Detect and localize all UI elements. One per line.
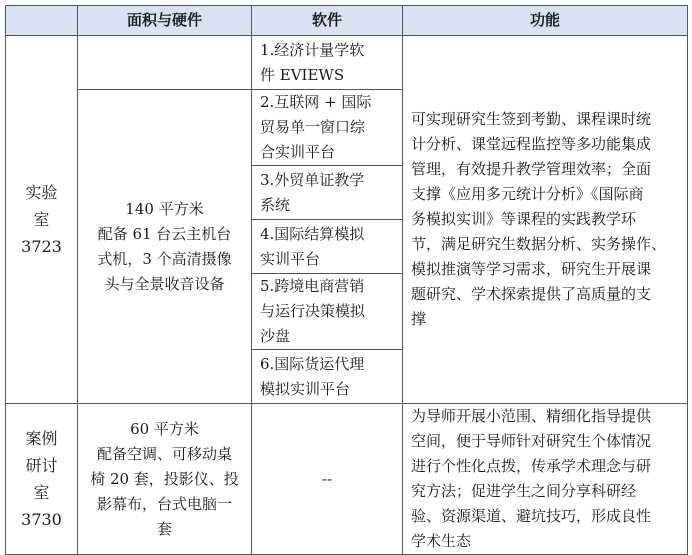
header-row	[6, 6, 688, 36]
room1-software-2: 2.互联网 + 国际 贸易单一窗口综 合实训平台	[252, 90, 403, 166]
room1-software-1: 1.经济计量学软 件 EVIEWS	[252, 36, 403, 90]
header-blank	[6, 6, 78, 36]
room2-label: 案例 研讨 室 3730	[6, 404, 78, 555]
room2-function: 为导师开展小范围、精细化指导提供 空间，便于导师针对研究生个体情况 进行个性化点拨，传承学术理念与研 究方法；促进学生之间分享科研经 验、资源渠道、避坑技巧，形成良性 学术生态	[403, 404, 688, 555]
header-function: 功能	[403, 6, 688, 36]
room2-area: 60 平方米 配备空调、可移动桌 椅 20 套，投影仪、投 影幕布，台式电脑一 套	[78, 404, 252, 555]
room1-software-4: 4.国际结算模拟 实训平台	[252, 220, 403, 274]
room1-row-1	[6, 36, 688, 90]
header-area-hardware: 面积与硬件	[78, 6, 252, 36]
room1-software-6: 6.国际货运代理 模拟实训平台	[252, 350, 403, 404]
room1-label: 实验 室 3723	[6, 36, 78, 404]
room1-software-5: 5.跨境电商营销 与运行决策模拟 沙盘	[252, 274, 403, 350]
room1-area-top-blank	[78, 36, 252, 90]
lab-table	[5, 5, 688, 555]
room1-software-3: 3.外贸单证教学 系统	[252, 166, 403, 220]
room2-row	[6, 404, 688, 555]
room1-area: 140 平方米 配备 61 台云主机台 式机，3 个高清摄像 头与全景收音设备	[78, 90, 252, 404]
header-software: 软件	[252, 6, 403, 36]
room2-software: --	[252, 404, 403, 555]
room1-function: 可实现研究生签到考勤、课程课时统 计分析、课堂远程监控等多功能集成 管理，有效提升教学管理效率；全面 支撑《应用多元统计分析》《国际商 务模拟实训》等课程的实践教学环 节，满足研究生数据分析、实务操作、 模拟推演等学习需求，研究生开展课 题研究、学术探索提供了高质量的支 撑	[403, 36, 688, 404]
